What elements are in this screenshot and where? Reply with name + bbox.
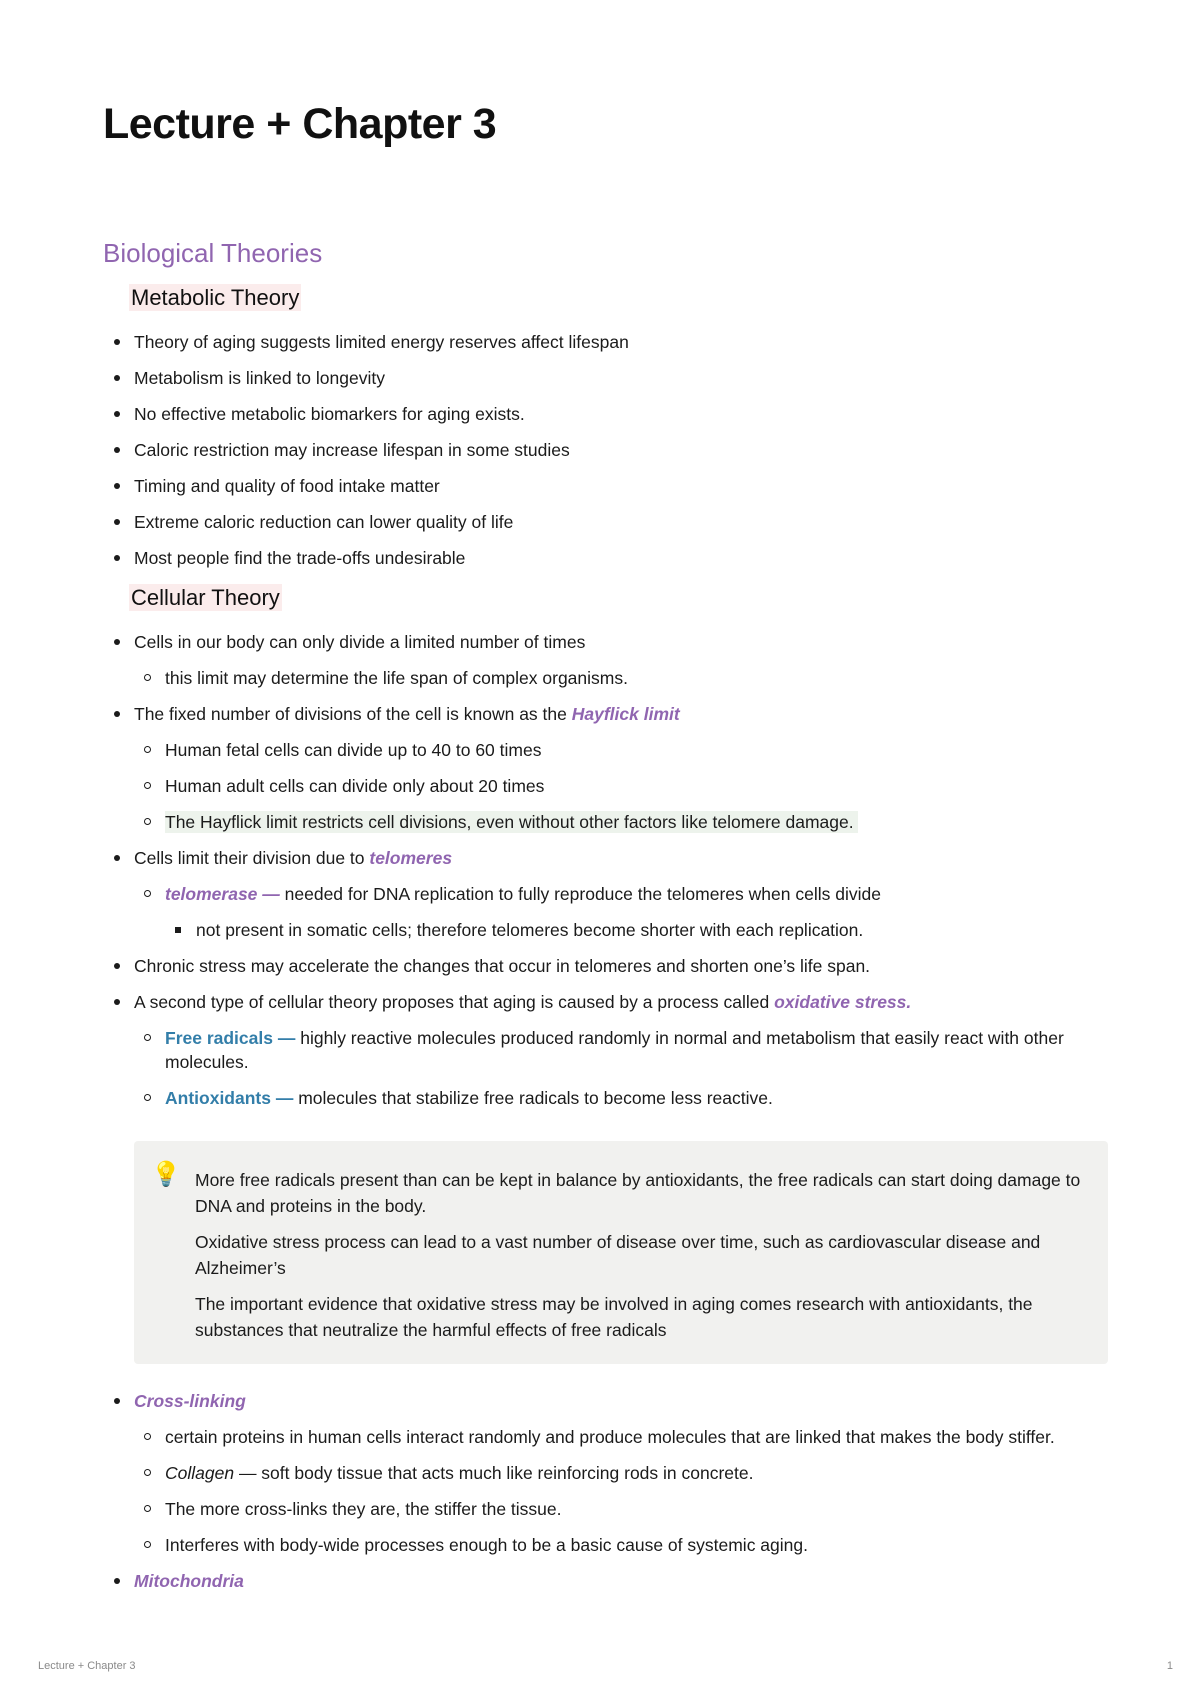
list-item: Caloric restriction may increase lifespan in some studies	[103, 438, 1103, 462]
list-item	[103, 1026, 1103, 1074]
list-item	[103, 702, 1103, 726]
section-heading: Biological Theories	[103, 238, 323, 268]
mitochondria-term: Mitochondria	[134, 1571, 244, 1591]
list-item: Most people find the trade-offs undesirable	[103, 546, 1103, 570]
page-title: Lecture + Chapter 3	[103, 100, 497, 148]
metabolic-theory-heading	[129, 285, 301, 311]
oxidative-stress-term: oxidative stress.	[774, 992, 912, 1012]
list-item: Metabolism is linked to longevity	[103, 366, 1103, 390]
callout-paragraph: Oxidative stress process can lead to a vast number of disease over time, such as cardiovascular disease and Alzheimer’s	[195, 1232, 1041, 1278]
hayflick-limit-term: Hayflick limit	[571, 704, 680, 724]
cellular-theory-heading-text: Cellular Theory	[131, 585, 280, 610]
callout-box	[134, 1141, 1108, 1364]
antioxidants-term: Antioxidants —	[165, 1088, 294, 1108]
collagen-term: Collagen	[165, 1463, 235, 1483]
list-item: certain proteins in human cells interact randomly and produce molecules that are linked that makes the body stiffer.	[103, 1425, 1103, 1449]
callout-text	[195, 1167, 1085, 1353]
cross-linking-list	[103, 1389, 1103, 1605]
list-item: Cells in our body can only divide a limited number of times	[103, 630, 1103, 654]
cellular-theory-list	[103, 630, 1103, 1122]
list-item: Theory of aging suggests limited energy reserves affect lifespan	[103, 330, 1103, 354]
list-item: Human fetal cells can divide up to 40 to 60 times	[103, 738, 1103, 762]
lightbulb-icon: 💡	[151, 1161, 181, 1188]
list-item	[103, 882, 1103, 906]
list-item: Human adult cells can divide only about 20 times	[103, 774, 1103, 798]
list-item	[103, 1389, 1103, 1413]
cellular-theory-heading	[129, 585, 282, 611]
list-item: Chronic stress may accelerate the changes that occur in telomeres and shorten one’s life span.	[103, 954, 1103, 978]
metabolic-theory-heading-text: Metabolic Theory	[131, 285, 300, 310]
list-item	[103, 1086, 1103, 1110]
list-item-text: — soft body tissue that acts much like reinforcing rods in concrete.	[234, 1463, 754, 1483]
page-number: 1	[1166, 1660, 1173, 1672]
list-item: No effective metabolic biomarkers for aging exists.	[103, 402, 1103, 426]
highlighted-text: The Hayflick limit restricts cell divisions, even without other factors like telomere damage.	[165, 811, 858, 833]
list-item	[103, 1569, 1103, 1593]
free-radicals-term: Free radicals —	[165, 1028, 296, 1048]
cross-linking-term: Cross-linking	[134, 1391, 246, 1411]
metabolic-theory-list	[103, 330, 1103, 582]
telomerase-term: telomerase —	[165, 884, 280, 904]
list-item	[103, 846, 1103, 870]
footer-title: Lecture + Chapter 3	[38, 1660, 136, 1672]
list-item-text: highly reactive molecules produced randomly in normal and metabolism that easily react with other molecules.	[165, 1028, 1064, 1072]
list-item: The more cross-links they are, the stiffer the tissue.	[103, 1497, 1103, 1521]
callout-paragraph: The important evidence that oxidative stress may be involved in aging comes research with antioxidants, the substances that neutralize the harmful effects of free radicals	[195, 1294, 1033, 1340]
list-item: not present in somatic cells; therefore telomeres become shorter with each replication.	[103, 918, 1103, 942]
list-item-text: Cells limit their division due to	[134, 848, 370, 868]
callout-paragraph: More free radicals present than can be kept in balance by antioxidants, the free radicals can start doing damage to DNA and proteins in the body.	[195, 1170, 1081, 1216]
list-item: this limit may determine the life span of complex organisms.	[103, 666, 1103, 690]
list-item	[103, 1461, 1103, 1485]
list-item	[103, 990, 1103, 1014]
list-item-text: The fixed number of divisions of the cell is known as the	[134, 704, 572, 724]
list-item: Extreme caloric reduction can lower quality of life	[103, 510, 1103, 534]
list-item: Interferes with body-wide processes enough to be a basic cause of systemic aging.	[103, 1533, 1103, 1557]
list-item-text: A second type of cellular theory proposes that aging is caused by a process called	[134, 992, 775, 1012]
list-item-text: molecules that stabilize free radicals to become less reactive.	[293, 1088, 773, 1108]
list-item	[103, 810, 1103, 834]
list-item-text: needed for DNA replication to fully reproduce the telomeres when cells divide	[279, 884, 881, 904]
telomeres-term: telomeres	[369, 848, 453, 868]
list-item: Timing and quality of food intake matter	[103, 474, 1103, 498]
